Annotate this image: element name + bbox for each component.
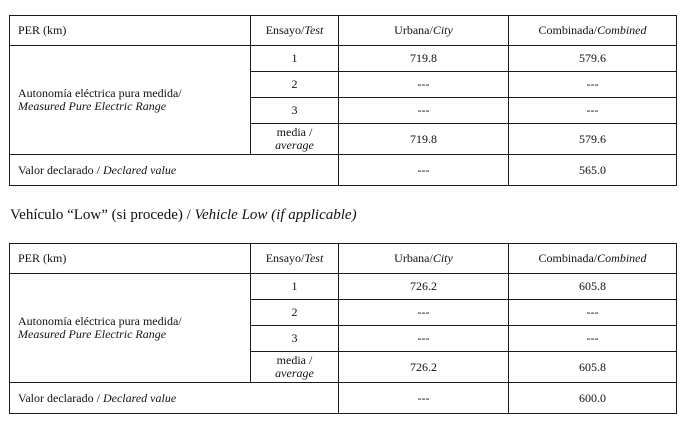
table-row: [10, 46, 677, 72]
city-value: 719.8: [339, 46, 509, 72]
test-number: 1: [251, 274, 339, 300]
declared-city-value: ---: [339, 155, 509, 186]
combined-header: Combinada/Combined: [509, 16, 677, 46]
test-number: 3: [251, 326, 339, 352]
per-km-header: PER (km): [10, 16, 251, 46]
test-number: 1: [251, 46, 339, 72]
per-table-vehicle-high: [9, 15, 677, 186]
test-header: Ensayo/Test: [251, 16, 339, 46]
combined-value: 579.6: [509, 46, 677, 72]
declared-value-label: Valor declarado / Declared value: [10, 383, 339, 414]
declared-row: [10, 155, 677, 186]
average-city-value: 719.8: [339, 124, 509, 155]
average-label: media / average: [251, 352, 339, 383]
combined-value: ---: [509, 98, 677, 124]
table-header-row: [10, 16, 677, 46]
city-value: ---: [339, 98, 509, 124]
city-header: Urbana/City: [339, 16, 509, 46]
vehicle-low-caption: Vehículo “Low” (si procede) / Vehicle Low (if applicable): [10, 207, 357, 223]
city-value: ---: [339, 300, 509, 326]
measured-range-label: Autonomía eléctrica pura medida/ Measured Pure Electric Range: [10, 46, 251, 155]
declared-row: [10, 383, 677, 414]
average-combined-value: 579.6: [509, 124, 677, 155]
city-header: Urbana/City: [339, 244, 509, 274]
city-value: ---: [339, 72, 509, 98]
combined-value: ---: [509, 72, 677, 98]
average-label: media / average: [251, 124, 339, 155]
city-value: 726.2: [339, 274, 509, 300]
combined-value: ---: [509, 326, 677, 352]
per-table-vehicle-low: [9, 243, 677, 414]
declared-combined-value: 565.0: [509, 155, 677, 186]
test-number: 3: [251, 98, 339, 124]
table-row: [10, 274, 677, 300]
declared-city-value: ---: [339, 383, 509, 414]
average-combined-value: 605.8: [509, 352, 677, 383]
combined-header: Combinada/Combined: [509, 244, 677, 274]
declared-value-label: Valor declarado / Declared value: [10, 155, 339, 186]
test-header: Ensayo/Test: [251, 244, 339, 274]
table-header-row: [10, 244, 677, 274]
test-number: 2: [251, 72, 339, 98]
average-city-value: 726.2: [339, 352, 509, 383]
declared-combined-value: 600.0: [509, 383, 677, 414]
combined-value: ---: [509, 300, 677, 326]
measured-range-label: Autonomía eléctrica pura medida/ Measured Pure Electric Range: [10, 274, 251, 383]
test-number: 2: [251, 300, 339, 326]
city-value: ---: [339, 326, 509, 352]
combined-value: 605.8: [509, 274, 677, 300]
per-km-header: PER (km): [10, 244, 251, 274]
